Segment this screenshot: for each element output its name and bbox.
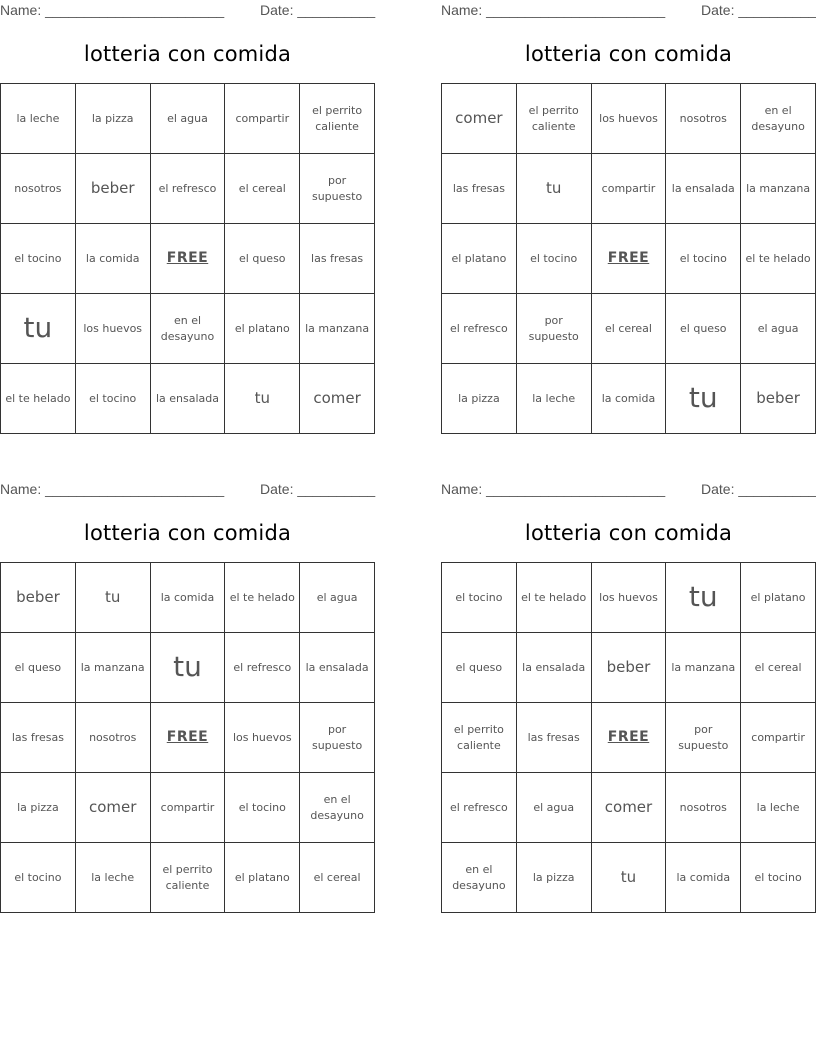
bingo-cell: tu bbox=[517, 154, 592, 224]
bingo-cell: tu bbox=[666, 364, 741, 434]
bingo-cell: comer bbox=[442, 84, 517, 154]
bingo-cell: beber bbox=[76, 154, 151, 224]
bingo-grid bbox=[0, 83, 375, 434]
card-title: lotteria con comida bbox=[83, 521, 292, 545]
bingo-cell: la leche bbox=[741, 773, 816, 843]
bingo-cell: el agua bbox=[300, 563, 375, 633]
bingo-cell: los huevos bbox=[592, 84, 667, 154]
bingo-cell: compartir bbox=[225, 84, 300, 154]
bingo-cell: beber bbox=[741, 364, 816, 434]
bingo-cell: la manzana bbox=[741, 154, 816, 224]
date-label: Date: __________ bbox=[260, 2, 376, 18]
bingo-cell: el te helado bbox=[225, 563, 300, 633]
bingo-cell: las fresas bbox=[517, 703, 592, 773]
bingo-cell: el refresco bbox=[225, 633, 300, 703]
bingo-cell: el cereal bbox=[592, 294, 667, 364]
bingo-cell: tu bbox=[1, 294, 76, 364]
bingo-cell: los huevos bbox=[225, 703, 300, 773]
bingo-cell: el queso bbox=[1, 633, 76, 703]
free-space: FREE bbox=[592, 703, 667, 773]
bingo-cell: el platano bbox=[442, 224, 517, 294]
bingo-grid bbox=[0, 562, 375, 913]
bingo-grid bbox=[441, 83, 816, 434]
bingo-cell: el perrito caliente bbox=[151, 843, 226, 913]
bingo-cell: por supuesto bbox=[666, 703, 741, 773]
bingo-cell: tu bbox=[151, 633, 226, 703]
bingo-cell: el tocino bbox=[1, 224, 76, 294]
bingo-cell: el tocino bbox=[225, 773, 300, 843]
bingo-cell: el tocino bbox=[517, 224, 592, 294]
bingo-cell: tu bbox=[76, 563, 151, 633]
bingo-cell: en el desayuno bbox=[300, 773, 375, 843]
bingo-cell: la pizza bbox=[76, 84, 151, 154]
card-title: lotteria con comida bbox=[83, 42, 292, 66]
bingo-cell: tu bbox=[666, 563, 741, 633]
bingo-cell: el platano bbox=[741, 563, 816, 633]
bingo-cell: la comida bbox=[592, 364, 667, 434]
bingo-cell: la leche bbox=[76, 843, 151, 913]
name-label: Name: _______________________ bbox=[0, 2, 225, 18]
bingo-cell: los huevos bbox=[76, 294, 151, 364]
name-label: Name: _______________________ bbox=[441, 481, 666, 497]
bingo-cell: la ensalada bbox=[151, 364, 226, 434]
name-label: Name: _______________________ bbox=[441, 2, 666, 18]
bingo-cell: las fresas bbox=[300, 224, 375, 294]
date-label: Date: __________ bbox=[260, 481, 376, 497]
bingo-cell: tu bbox=[225, 364, 300, 434]
bingo-cell: el agua bbox=[151, 84, 226, 154]
bingo-cell: por supuesto bbox=[300, 154, 375, 224]
card-title: lotteria con comida bbox=[524, 42, 733, 66]
bingo-cell: tu bbox=[592, 843, 667, 913]
bingo-cell: la leche bbox=[517, 364, 592, 434]
bingo-cell: compartir bbox=[592, 154, 667, 224]
bingo-cell: las fresas bbox=[1, 703, 76, 773]
date-label: Date: __________ bbox=[701, 481, 816, 497]
card-title: lotteria con comida bbox=[524, 521, 733, 545]
bingo-cell: el queso bbox=[225, 224, 300, 294]
bingo-cell: comer bbox=[300, 364, 375, 434]
bingo-cell: comer bbox=[592, 773, 667, 843]
bingo-cell: el refresco bbox=[151, 154, 226, 224]
bingo-cell: el tocino bbox=[1, 843, 76, 913]
bingo-cell: la pizza bbox=[442, 364, 517, 434]
bingo-cell: los huevos bbox=[592, 563, 667, 633]
free-space: FREE bbox=[592, 224, 667, 294]
card-header bbox=[0, 2, 375, 20]
bingo-cell: la manzana bbox=[76, 633, 151, 703]
bingo-cell: el refresco bbox=[442, 773, 517, 843]
bingo-cell: el te helado bbox=[517, 563, 592, 633]
bingo-cell: en el desayuno bbox=[741, 84, 816, 154]
card-header bbox=[441, 481, 816, 499]
free-space: FREE bbox=[151, 703, 226, 773]
bingo-cell: la ensalada bbox=[300, 633, 375, 703]
bingo-cell: la pizza bbox=[1, 773, 76, 843]
bingo-cell: beber bbox=[1, 563, 76, 633]
bingo-cell: la manzana bbox=[666, 633, 741, 703]
bingo-cell: el platano bbox=[225, 294, 300, 364]
bingo-cell: el cereal bbox=[225, 154, 300, 224]
bingo-cell: el te helado bbox=[741, 224, 816, 294]
bingo-cell: el perrito caliente bbox=[442, 703, 517, 773]
bingo-cell: el tocino bbox=[741, 843, 816, 913]
bingo-grid bbox=[441, 562, 816, 913]
bingo-cell: el perrito caliente bbox=[517, 84, 592, 154]
bingo-cell: compartir bbox=[741, 703, 816, 773]
bingo-cell: beber bbox=[592, 633, 667, 703]
bingo-cell: el queso bbox=[666, 294, 741, 364]
bingo-cell: por supuesto bbox=[300, 703, 375, 773]
bingo-cell: por supuesto bbox=[517, 294, 592, 364]
bingo-cell: la leche bbox=[1, 84, 76, 154]
free-space: FREE bbox=[151, 224, 226, 294]
bingo-cell: la comida bbox=[666, 843, 741, 913]
bingo-cell: el cereal bbox=[741, 633, 816, 703]
bingo-cell: las fresas bbox=[442, 154, 517, 224]
bingo-cell: el cereal bbox=[300, 843, 375, 913]
bingo-cell: nosotros bbox=[76, 703, 151, 773]
bingo-cell: comer bbox=[76, 773, 151, 843]
bingo-cell: nosotros bbox=[666, 773, 741, 843]
bingo-cell: el perrito caliente bbox=[300, 84, 375, 154]
card-header bbox=[0, 481, 375, 499]
bingo-cell: el tocino bbox=[442, 563, 517, 633]
bingo-cell: el refresco bbox=[442, 294, 517, 364]
name-label: Name: _______________________ bbox=[0, 481, 225, 497]
bingo-cell: la comida bbox=[76, 224, 151, 294]
bingo-cell: el agua bbox=[741, 294, 816, 364]
bingo-cell: la comida bbox=[151, 563, 226, 633]
bingo-cell: el te helado bbox=[1, 364, 76, 434]
bingo-cell: el agua bbox=[517, 773, 592, 843]
bingo-cell: en el desayuno bbox=[151, 294, 226, 364]
bingo-cell: nosotros bbox=[666, 84, 741, 154]
bingo-cell: la ensalada bbox=[517, 633, 592, 703]
bingo-cell: el tocino bbox=[76, 364, 151, 434]
bingo-cell: compartir bbox=[151, 773, 226, 843]
bingo-cell: el tocino bbox=[666, 224, 741, 294]
bingo-cell: el queso bbox=[442, 633, 517, 703]
bingo-cell: la manzana bbox=[300, 294, 375, 364]
bingo-cell: la ensalada bbox=[666, 154, 741, 224]
card-header bbox=[441, 2, 816, 20]
bingo-cell: nosotros bbox=[1, 154, 76, 224]
bingo-cell: el platano bbox=[225, 843, 300, 913]
date-label: Date: __________ bbox=[701, 2, 816, 18]
bingo-cell: la pizza bbox=[517, 843, 592, 913]
bingo-cell: en el desayuno bbox=[442, 843, 517, 913]
